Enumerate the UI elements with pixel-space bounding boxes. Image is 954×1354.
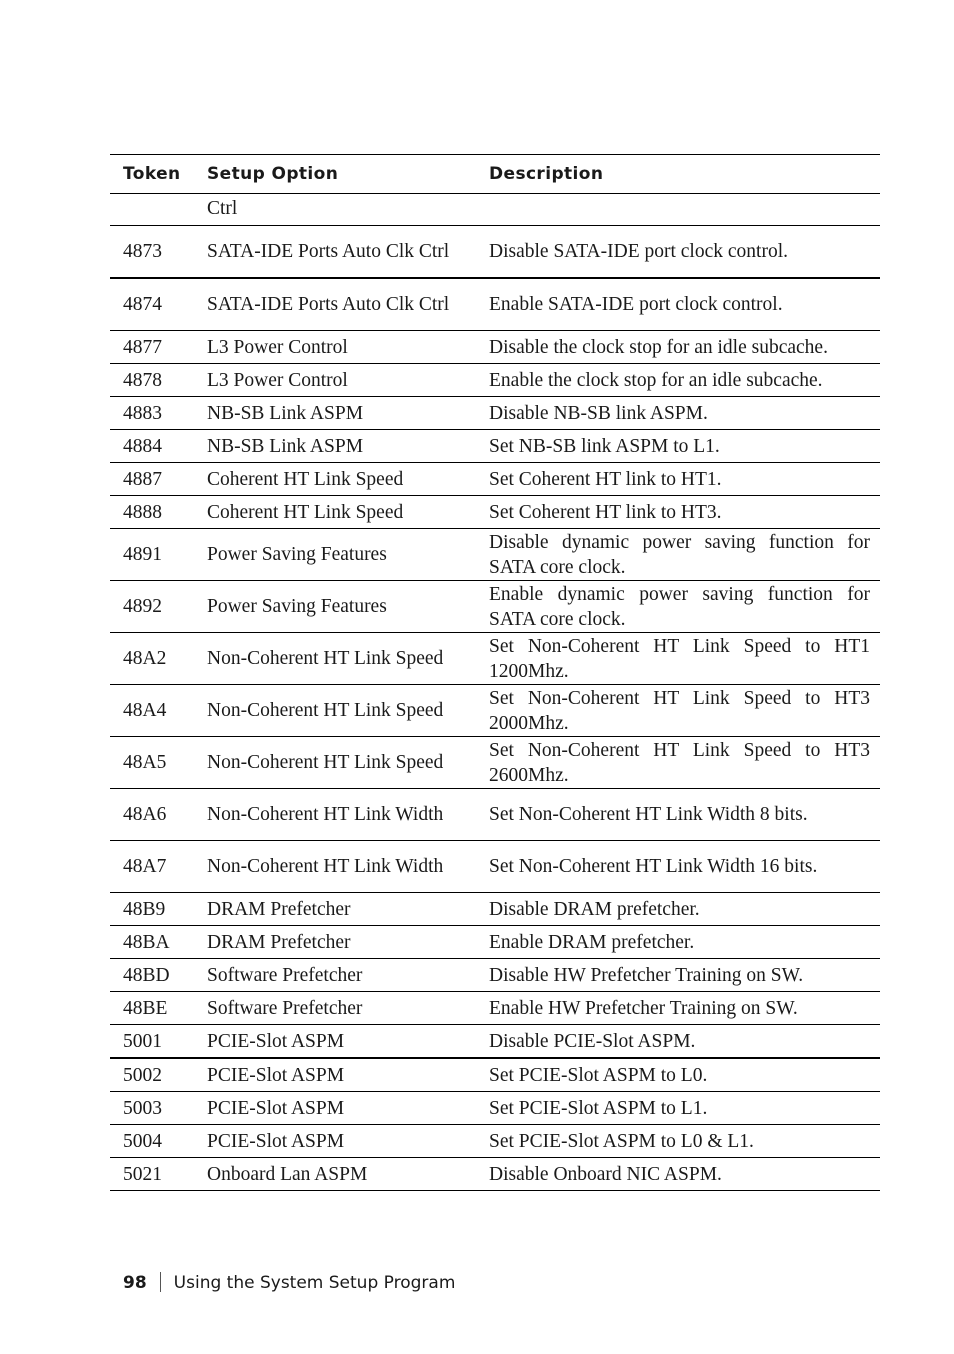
setup-option-cell: Non-Coherent HT Link Speed: [197, 685, 479, 737]
setup-option-cell: DRAM Prefetcher: [197, 926, 479, 959]
table-row: [110, 992, 880, 1025]
description-cell: Set PCIE-Slot ASPM to L0.: [479, 1058, 880, 1092]
table-row: [110, 581, 880, 633]
table-body: [110, 194, 880, 1191]
table-row: [110, 789, 880, 841]
description-cell: Enable DRAM prefetcher.: [479, 926, 880, 959]
description-cell: Disable SATA-IDE port clock control.: [479, 226, 880, 279]
setup-option-cell: NB-SB Link ASPM: [197, 430, 479, 463]
token-cell: 5001: [110, 1025, 197, 1059]
table-row: [110, 430, 880, 463]
setup-option-cell: DRAM Prefetcher: [197, 893, 479, 926]
table-row: [110, 841, 880, 893]
description-cell: Set Non-Coherent HT Link Speed to HT1 1200Mhz.: [479, 633, 880, 685]
description-cell: Disable HW Prefetcher Training on SW.: [479, 959, 880, 992]
table-row: [110, 397, 880, 430]
table-row: [110, 633, 880, 685]
table-row: [110, 1025, 880, 1059]
token-cell: 5003: [110, 1092, 197, 1125]
header-setup-option: Setup Option: [197, 155, 479, 194]
table-row: [110, 1058, 880, 1092]
description-cell: Enable the clock stop for an idle subcache.: [479, 364, 880, 397]
table-row: [110, 926, 880, 959]
description-cell: Enable SATA-IDE port clock control.: [479, 278, 880, 331]
setup-option-cell: PCIE-Slot ASPM: [197, 1025, 479, 1059]
table-row: [110, 331, 880, 364]
setup-option-cell: Power Saving Features: [197, 581, 479, 633]
setup-option-cell: NB-SB Link ASPM: [197, 397, 479, 430]
header-token: Token: [110, 155, 197, 194]
description-cell: Disable dynamic power saving function for SATA core clock.: [479, 529, 880, 581]
token-cell: 48A7: [110, 841, 197, 893]
setup-option-cell: PCIE-Slot ASPM: [197, 1125, 479, 1158]
token-cell: 5002: [110, 1058, 197, 1092]
setup-option-cell: PCIE-Slot ASPM: [197, 1092, 479, 1125]
description-cell: Set PCIE-Slot ASPM to L1.: [479, 1092, 880, 1125]
table-row: [110, 226, 880, 279]
table-row: [110, 1158, 880, 1191]
setup-option-cell: Power Saving Features: [197, 529, 479, 581]
description-cell: Set Non-Coherent HT Link Speed to HT3 2600Mhz.: [479, 737, 880, 789]
description-cell: Set Non-Coherent HT Link Speed to HT3 2000Mhz.: [479, 685, 880, 737]
description-cell: Set NB-SB link ASPM to L1.: [479, 430, 880, 463]
token-cell: 4884: [110, 430, 197, 463]
description-cell: Enable HW Prefetcher Training on SW.: [479, 992, 880, 1025]
table-row: [110, 194, 880, 226]
description-cell: Set PCIE-Slot ASPM to L0 & L1.: [479, 1125, 880, 1158]
table-row: [110, 1125, 880, 1158]
description-cell: Disable DRAM prefetcher.: [479, 893, 880, 926]
token-cell: 4892: [110, 581, 197, 633]
table-row: [110, 278, 880, 331]
token-cell: 48BE: [110, 992, 197, 1025]
table-header: [110, 155, 880, 194]
setup-option-cell: SATA-IDE Ports Auto Clk Ctrl: [197, 226, 479, 279]
token-cell: 4878: [110, 364, 197, 397]
header-row: [110, 155, 880, 194]
table-row: [110, 496, 880, 529]
token-cell: 48B9: [110, 893, 197, 926]
token-cell: 4891: [110, 529, 197, 581]
table-row: [110, 364, 880, 397]
setup-option-cell: Non-Coherent HT Link Speed: [197, 737, 479, 789]
token-cell: 48A5: [110, 737, 197, 789]
setup-option-cell: Software Prefetcher: [197, 992, 479, 1025]
setup-option-cell: Coherent HT Link Speed: [197, 463, 479, 496]
footer-divider: [160, 1272, 161, 1292]
description-cell: Set Coherent HT link to HT1.: [479, 463, 880, 496]
token-cell: 48BA: [110, 926, 197, 959]
setup-option-cell: Non-Coherent HT Link Speed: [197, 633, 479, 685]
header-description: Description: [479, 155, 880, 194]
description-cell: [479, 194, 880, 226]
description-cell: Set Non-Coherent HT Link Width 8 bits.: [479, 789, 880, 841]
page-number: 98: [123, 1273, 147, 1293]
description-cell: Disable PCIE-Slot ASPM.: [479, 1025, 880, 1059]
token-cell: 4873: [110, 226, 197, 279]
token-cell: 4877: [110, 331, 197, 364]
token-cell: [110, 194, 197, 226]
token-cell: 5004: [110, 1125, 197, 1158]
description-cell: Disable Onboard NIC ASPM.: [479, 1158, 880, 1191]
token-cell: 4883: [110, 397, 197, 430]
token-cell: 4874: [110, 278, 197, 331]
setup-option-cell: Coherent HT Link Speed: [197, 496, 479, 529]
token-cell: 48A6: [110, 789, 197, 841]
setup-option-cell: PCIE-Slot ASPM: [197, 1058, 479, 1092]
token-cell: 4888: [110, 496, 197, 529]
token-cell: 48A4: [110, 685, 197, 737]
section-title: Using the System Setup Program: [173, 1273, 456, 1293]
table-row: [110, 463, 880, 496]
table-row: [110, 1092, 880, 1125]
description-cell: Enable dynamic power saving function for SATA core clock.: [479, 581, 880, 633]
token-cell: 48A2: [110, 633, 197, 685]
token-cell: 48BD: [110, 959, 197, 992]
token-cell: 4887: [110, 463, 197, 496]
setup-option-cell: SATA-IDE Ports Auto Clk Ctrl: [197, 278, 479, 331]
setup-option-cell: Non-Coherent HT Link Width: [197, 841, 479, 893]
description-cell: Set Non-Coherent HT Link Width 16 bits.: [479, 841, 880, 893]
token-cell: 5021: [110, 1158, 197, 1191]
table-row: [110, 959, 880, 992]
setup-option-cell: L3 Power Control: [197, 364, 479, 397]
token-table: [110, 154, 880, 1191]
description-cell: Disable NB-SB link ASPM.: [479, 397, 880, 430]
setup-option-cell: Onboard Lan ASPM: [197, 1158, 479, 1191]
table-row: [110, 893, 880, 926]
setup-option-cell: Non-Coherent HT Link Width: [197, 789, 479, 841]
setup-option-cell: Software Prefetcher: [197, 959, 479, 992]
page-footer: [123, 1272, 455, 1293]
table-row: [110, 737, 880, 789]
description-cell: Disable the clock stop for an idle subcache.: [479, 331, 880, 364]
table-row: [110, 685, 880, 737]
description-cell: Set Coherent HT link to HT3.: [479, 496, 880, 529]
setup-option-cell: L3 Power Control: [197, 331, 479, 364]
table-row: [110, 529, 880, 581]
setup-option-cell: Ctrl: [197, 194, 479, 226]
